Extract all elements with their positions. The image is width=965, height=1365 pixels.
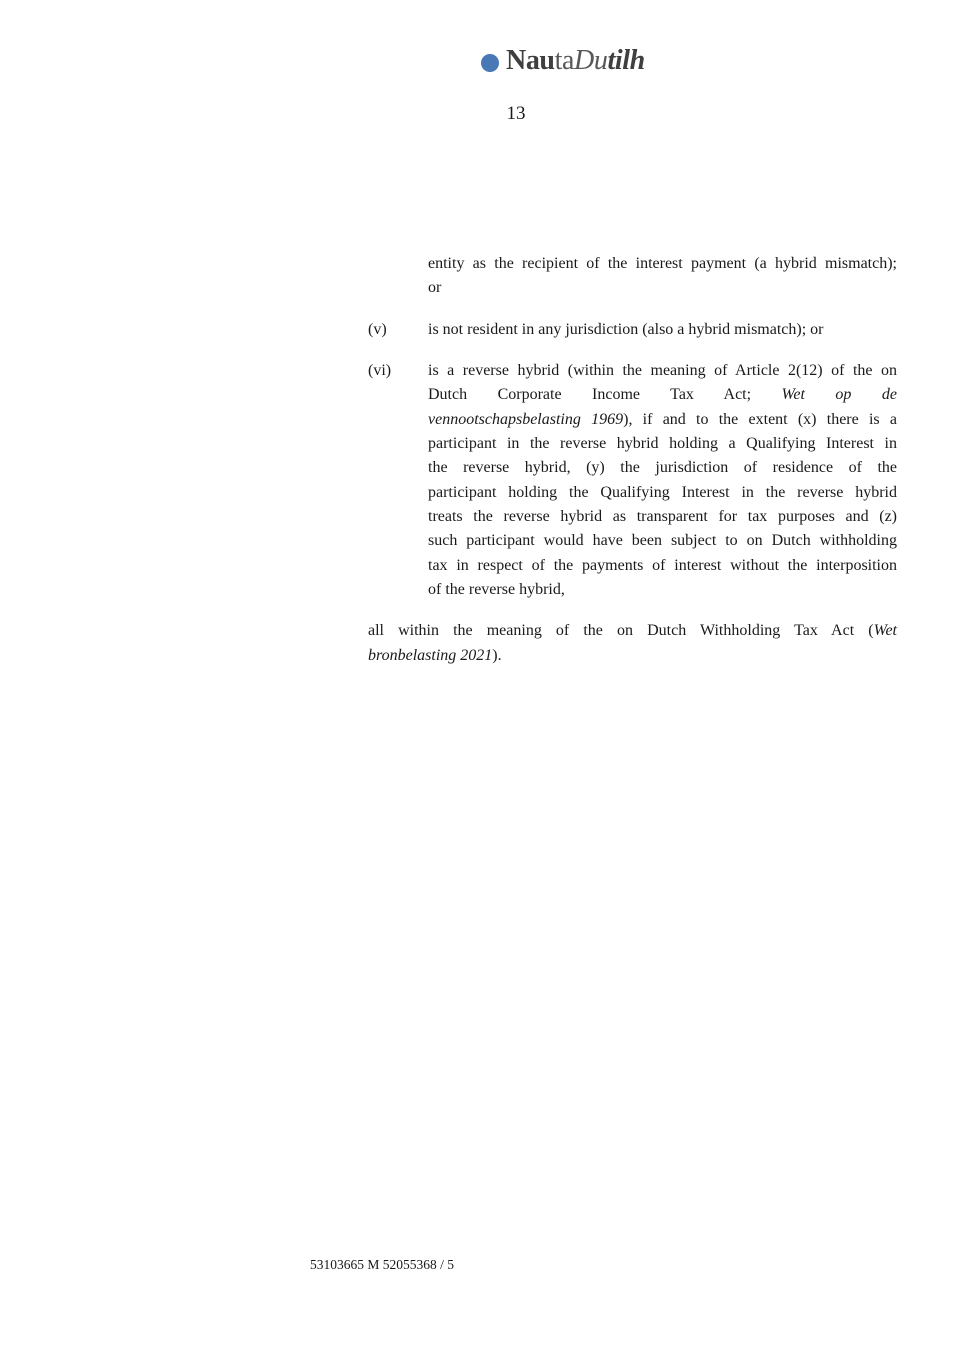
vi-line-5: the reverse hybrid, (y) the jurisdiction of residence of the [428,459,897,477]
vi-line-6: participant holding the Qualifying Interest in the reverse hybrid [428,483,897,501]
logo-dot-icon [481,54,499,72]
document-reference: 53103665 M 52055368 / 5 [310,1257,455,1272]
closing-line-2-normal: ). [492,646,502,664]
logo-part-nau: Nau [506,45,555,76]
page-number: 13 [506,103,526,124]
closing-line-1-italic: Wet [873,622,897,640]
list-item-v [368,318,897,342]
vi-line-7: treats the reverse hybrid as transparent for tax purposes and (z) [428,507,897,525]
logo-wordmark [506,45,645,77]
vi-line-10: of the reverse hybrid, [428,580,565,598]
closing-line-1-normal: all within the meaning of the on Dutch Withholding Tax Act ( [368,622,874,640]
closing-line-2 [368,644,897,668]
closing-line-2-italic: bronbelasting 2021 [368,646,493,664]
vi-line-2-italic: Wet op de [781,386,897,404]
continuation-line-2: or [428,279,442,297]
paragraph-continuation [428,252,897,301]
vi-line-2-normal: Dutch Corporate Income Tax Act; [428,386,782,404]
closing-line-1 [368,619,897,643]
vi-line-8: such participant would have been subject to on Dutch withholding [428,532,897,550]
vi-line-4: participant in the reverse hybrid holding a Qualifying Interest in [428,434,897,452]
vi-line-3 [428,408,897,432]
list-text-vi [428,359,897,602]
vi-line-9: tax in respect of the payments of interest without the interposition [428,556,897,574]
vi-line-3-normal: ), if and to the extent (x) there is a [623,410,897,428]
list-item-vi [368,359,897,602]
paragraph-closing [368,619,897,668]
vi-line-3-italic: vennootschapsbelasting 1969 [428,410,624,428]
nautadutilh-logo [481,45,645,77]
logo-part-ta: ta [554,45,575,76]
vi-line-2 [428,383,897,407]
continuation-line-1: entity as the recipient of the interest payment (a hybrid mismatch); [428,255,897,272]
list-marker-v: (v) [368,320,387,338]
logo-part-tilh: tilh [607,45,645,76]
logo-part-du: Du [574,45,608,76]
document-body [368,252,897,668]
list-marker-vi: (vi) [368,361,392,379]
list-text-v: is not resident in any jurisdiction (also a hybrid mismatch); or [428,320,824,338]
vi-line-1: is a reverse hybrid (within the meaning of Article 2(12) of the on [428,361,897,379]
